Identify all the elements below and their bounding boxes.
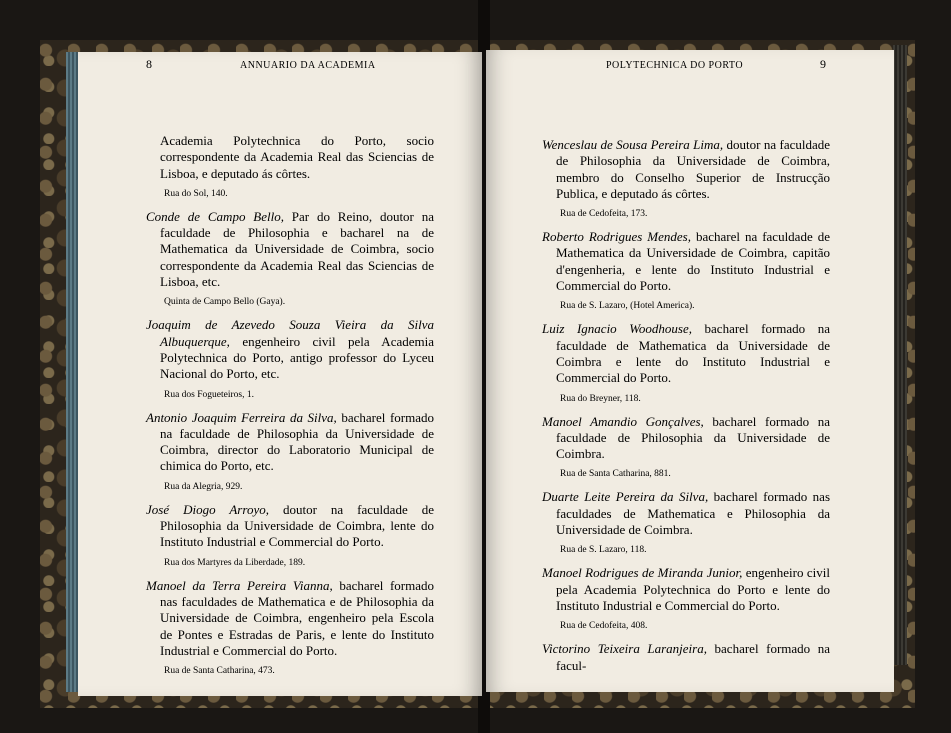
entry-name: Victorino Teixeira Laranjeira, (542, 641, 707, 657)
entry-name: Joaquim de Azevedo Souza Vieira da Silva Albuquerque, (146, 317, 434, 349)
entry-block (542, 641, 830, 674)
entry-block (542, 229, 830, 311)
entry-address: Quinta de Campo Bello (Gaya). (164, 297, 286, 308)
right-page-number: 9 (820, 57, 826, 71)
entry-address: Rua de Santa Catharina, 473. (164, 666, 275, 677)
entry-name: Antonio Joaquim Ferreira da Silva, (146, 409, 337, 425)
entry-text-body: bacharel formado na faculdade de Philosophia da Universidade de Coimbra. (556, 413, 830, 462)
entry-text-body: bacharel formado nas faculdades de Mathematica e Philosophia da Universidade de Coimbra. (556, 489, 831, 538)
entry-text-body: doutor na faculdade de Philosophia da Universidade de Coimbra, lente do Instituto Industrial e Commercial do Porto. (160, 501, 434, 550)
entry-name: Wenceslau de Sousa Pereira Lima, (542, 137, 724, 152)
entry-address: Rua de Cedofeita, 408. (560, 621, 648, 632)
left-running-head: ANNUARIO DA ACADEMIA (240, 60, 376, 71)
entry-text-body: bacharel formado na faculdade de Mathematica da Universidade de Coimbra e lente do Instituto Industrial e Commercial do Porto. (556, 321, 830, 386)
entry-text-body: Academia Polytechnica do Porto, socio correspondente da Academia Real das Sciencias de Lisboa, e deputado ás côrtes. (160, 133, 434, 181)
entry-name: Conde de Campo Bello, (146, 208, 284, 224)
entry-block (146, 317, 434, 399)
entry-address: Rua do Sol, 140. (164, 188, 228, 199)
entry-text (542, 414, 830, 463)
entry-address: Rua dos Fogueteiros, 1. (164, 389, 254, 400)
entry-address: Rua da Alegria, 929. (164, 481, 243, 492)
entry-name: Roberto Rodrigues Mendes, (542, 229, 691, 245)
entry-text (542, 321, 830, 386)
entry-text (542, 565, 830, 614)
entry-text-body: doutor na faculdade de Philosophia da Universidade de Coimbra, membro do Conselho Superior de Instrucção Publica, e deputado ás côrtes. (556, 137, 831, 201)
entry-name: Luiz Ignacio Woodhouse, (542, 321, 692, 337)
entry-address: Rua dos Martyres da Liberdade, 189. (164, 557, 306, 568)
entry-block (146, 133, 434, 199)
entry-block (542, 137, 830, 219)
entry-text (146, 133, 434, 182)
entry-text-body: bacharel formado na faculdade de Philosophia da Universidade de Coimbra, director do Laboratorio Municipal de chimica do Porto, etc. (160, 409, 434, 474)
entry-address: Rua de Cedofeita, 173. (560, 209, 648, 220)
entry-text-body: Par do Reino, doutor na faculdade de Philosophia e bacharel na de Mathematica da Universidade de Coimbra, socio correspondente da Academia Real das Sciencias de Lisboa, etc. (160, 208, 434, 290)
entry-address: Rua de Santa Catharina, 881. (560, 469, 671, 480)
entry-name: Manoel da Terra Pereira Vianna, (146, 577, 333, 593)
entry-block (146, 578, 434, 676)
entry-name: Manoel Amandio Gonçalves, (542, 413, 704, 429)
entry-block (542, 414, 830, 480)
entry-text (542, 229, 830, 294)
entry-address: Rua do Breyner, 118. (560, 393, 641, 404)
entry-address: Rua de S. Lazaro, 118. (560, 545, 647, 556)
left-page-number: 8 (146, 57, 152, 71)
entry-block (542, 565, 830, 631)
book-edge-right (893, 45, 907, 665)
entry-block (542, 489, 830, 555)
entry-block (146, 209, 434, 307)
entry-text (542, 641, 830, 674)
entry-text-body: bacharel na faculdade de Mathematica da Universidade de Coimbra, capitão d'engenheria, e lente do Instituto Industrial e Commercial do Porto. (556, 229, 830, 294)
entry-text (146, 410, 434, 475)
entry-text (146, 209, 434, 290)
entry-text (542, 489, 830, 538)
entry-text (542, 137, 830, 202)
entry-block (542, 321, 830, 403)
right-entries (542, 137, 830, 674)
right-running-head: POLYTECHNICA DO PORTO (606, 60, 744, 71)
entry-text (146, 502, 434, 551)
entry-text-body: engenheiro civil pela Academia Polytechnica do Porto, antigo professor do Lyceu Nacional do Porto, etc. (160, 333, 434, 382)
entry-text-body: bacharel formado na facul- (556, 641, 830, 673)
entry-text (146, 317, 434, 382)
entry-name: José Diogo Arroyo, (146, 501, 269, 517)
entry-name: Duarte Leite Pereira da Silva, (542, 489, 709, 505)
entry-name: Manoel Rodrigues de Miranda Junior, (542, 565, 743, 581)
entry-address: Rua de S. Lazaro, (Hotel America). (560, 301, 695, 312)
entry-block (146, 410, 434, 492)
entry-text-body: bacharel formado nas faculdades de Mathematica e de Philosophia da Universidade de Coimbra, engenheiro pela Escola de Pontes e Estradas de Paris, e lente do Instituto Industrial e Commercial do Porto. (160, 577, 435, 658)
left-entries (146, 133, 434, 676)
entry-text (146, 578, 434, 659)
entry-text-body: engenheiro civil pela Academia Polytechnica do Porto e lente do Instituto Industrial e Commercial do Porto. (556, 565, 831, 613)
entry-block (146, 502, 434, 568)
